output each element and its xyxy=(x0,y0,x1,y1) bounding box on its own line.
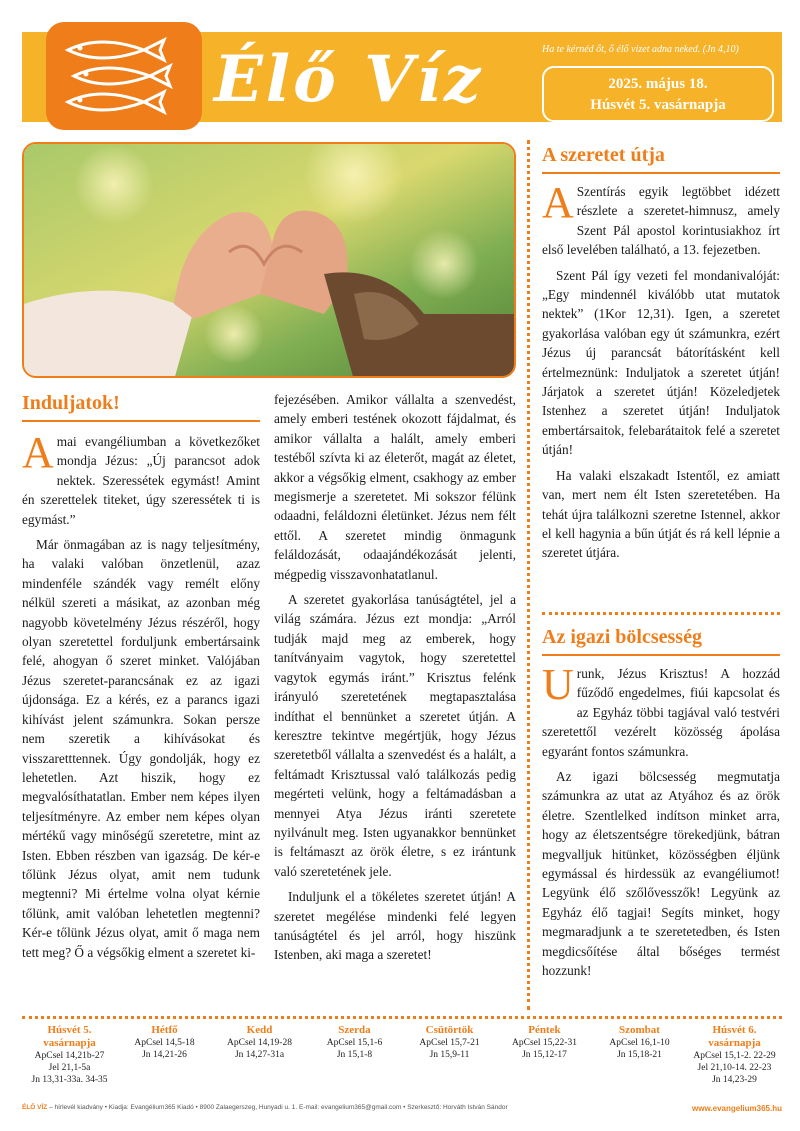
article1-paragraph: Már önmagában az is nagy teljesítmény, ha valaki valóban önzetlenül, azaz mindenféle szándék vagy remélt előny nélkül szereti a másikat, az azonban még nagyobb követelmény Jézus részéről, hogy olyan szeretettel forduljunk embertársaink felé, ahogyan ő szeret minket. Valójában Jézus szeretet-parancsának ez az igazi újdonsága. Ez a kérés, ez a parancs igazi kihívást jelent számunkra. Sokan persze nem szeretik a kihívásokat és visszaretttennek. Úgy gondolják, hogy ez lehetetlen. Azt hiszik, hogy ez megvalósíthatatlan. Ember nem képes ilyen teljesítményre. Az ember nem képes olyan mértékű vagy minőségű szeretetre, mint az Isten. Ebben részben van igazság. De kér-e tőlünk Jézus olyat, amit nem tudunk megtenni? Mi értelme volna olyat kérnie tőlünk, amit valóban lehetetlen megtenni? Kér-e tőlünk Jézus olyat, amit ő maga nem tett meg? Ő a végsőkig elment a szeretet ki- xyxy=(22,537,260,960)
reading-day-name: Szombat xyxy=(619,1024,660,1036)
reading-ref: ApCsel 15,7-21 xyxy=(419,1038,480,1048)
reading-day-name: Hétfő xyxy=(151,1024,178,1036)
reading-day xyxy=(592,1024,687,1102)
reading-ref: Jn 14,21-26 xyxy=(142,1050,187,1060)
reading-ref: Jn 15,12-17 xyxy=(522,1050,567,1060)
reading-day xyxy=(307,1024,402,1102)
reading-day xyxy=(687,1024,782,1102)
footer-divider xyxy=(22,1016,782,1019)
article3-body xyxy=(542,660,780,987)
fish-logo xyxy=(46,22,202,130)
reading-day xyxy=(212,1024,307,1102)
reading-day xyxy=(497,1024,592,1102)
heart-hands-photo xyxy=(22,142,516,378)
reading-day-name: Kedd xyxy=(246,1024,273,1036)
section-divider xyxy=(542,612,780,615)
reading-ref: Jn 13,31-33a. 34-35 xyxy=(31,1075,108,1085)
footer-website-link[interactable]: www.evangelium365.hu xyxy=(692,1104,782,1113)
reading-ref: Jn 15,1-8 xyxy=(336,1050,373,1060)
article3-title: Az igazi bölcsesség xyxy=(542,626,702,648)
reading-ref: Jn 15,18-21 xyxy=(617,1050,662,1060)
article3-rule xyxy=(542,654,780,656)
weekly-readings xyxy=(22,1024,782,1102)
article2-rule xyxy=(542,172,780,174)
reading-ref: ApCsel 15,1-2. 22-29 xyxy=(693,1051,776,1061)
reading-ref: Jel 21,1-5a xyxy=(48,1063,91,1073)
fish-icon xyxy=(60,32,188,120)
article1-paragraph: A szeretet gyakorlása tanúságtétel, jel a világ számára. Jézus ezt mondja: „Arról tudják majd meg az emberek, hogy tanítványaim vagytok, hogy szeretettel vagytok egymás iránt.” Krisztus felénk irányuló szeretetének megtapasztalása indíthat el bennünket a szeretet útján. A keresztre tekintve megértjük, hogy Jézus szeretetből vállalta a szenvedést és a halált, a feltámadt Krisztussal való találkozás pedig megérteti velünk, hogy a feltámadásban a mennyei Atya Jézus iránti szeretete nyilvánult meg. Isten ugyanakkor bennünket is feltámaszt az örök életre, s ez irántunk való szeretetének jele. xyxy=(274,592,516,879)
article1-paragraph: fejezésében. Amikor vállalta a szenvedést, amely emberi testének okozott fájdalmat, és amikor vállalta a halált, amely emberi testéből szívta ki az életerőt, magát az életet, akkor a végsőkig elment, csakhogy az ember megismerje a szeretetet. Mi sokszor félünk odaadni, feláldozni életünket. Jézus nem félt ettől. A szeretet mindig önmagunk feláldozását, odaajándékozását jelenti, mégpedig visszavonhatatlanul. xyxy=(274,392,516,582)
footer-text: – hírlevél kiadvány • Kiadja: Evangélium365 Kiadó • 8900 Zalaegerszeg, Hunyadi u. 1. E-mail: evangelium365@gmail.com • Szerkesztő: Horváth István Sándor xyxy=(47,1104,508,1111)
reading-ref: Jn 14,27-31a xyxy=(234,1050,285,1060)
reading-day xyxy=(117,1024,212,1102)
article2-body xyxy=(542,178,780,569)
issue-date: 2025. május 18. xyxy=(608,76,708,92)
reading-ref: ApCsel 15,1-6 xyxy=(326,1038,383,1048)
article1-column2 xyxy=(274,390,516,971)
article3-paragraph: Az igazi bölcsesség megmutatja számunkra az utat az Atyához és az örök életre. Szentlelked indítson minket arra, hogy az életszentségre törekedjünk, bátran megvalljuk hitünket, közösségben éljünk egymással és hirdessük az evangéliumot! Legyünk élő szőlővesszők! Legyünk az Egyház élő tagjai! Segíts minket, hogy megmaradjunk a te szeretetedben, és Isten megdicsőítése által bőséges termést hozzunk! xyxy=(542,769,780,979)
footer-imprint xyxy=(22,1104,782,1111)
reading-ref: ApCsel 14,5-18 xyxy=(134,1038,195,1048)
reading-day-name: Húsvét 6. vasárnapja xyxy=(708,1024,761,1049)
reading-day xyxy=(402,1024,497,1102)
reading-ref: Jel 21,10-14. 22-23 xyxy=(697,1063,772,1073)
reading-day xyxy=(22,1024,117,1102)
article3-paragraph: Urunk, Jézus Krisztus! A hozzád fűződő engedelmes, fiúi kapcsolat és az Egyház többi tagjával való testvéri szeretettől vezérelt közösség ápolása egyaránt fontos számunkra. xyxy=(542,660,780,759)
masthead-title: Élő Víz xyxy=(214,42,484,117)
reading-day-name: Szerda xyxy=(338,1024,371,1036)
article1-rule xyxy=(22,420,260,422)
reading-ref: ApCsel 14,21b-27 xyxy=(34,1051,105,1061)
article1-column1 xyxy=(22,428,260,968)
reading-ref: ApCsel 15,22-31 xyxy=(512,1038,577,1048)
reading-day-name: Húsvét 5. vasárnapja xyxy=(43,1024,96,1049)
heart-hands-image xyxy=(24,144,516,378)
reading-day-name: Péntek xyxy=(528,1024,561,1036)
article1-paragraph: Amai evangéliumban a következőket mondja Jézus: „Új parancsot adok nektek. Szeressétek egymást! Amint én szerettelek titeket, úgy szeressétek ti is egymást.” xyxy=(22,428,260,527)
article1-paragraph: Induljunk el a tökéletes szeretet útján! A szeretet megélése mindenki felé legyen tanúságtétel és jel arról, hogy hiszünk Istenben, aki maga a szeretet! xyxy=(274,889,516,963)
article2-title: A szeretet útja xyxy=(542,144,665,166)
article1-title: Induljatok! xyxy=(22,392,120,414)
column-divider xyxy=(527,140,530,1010)
issue-date-box xyxy=(542,66,774,122)
article2-paragraph: Ha valaki elszakadt Istentől, ez amiatt van, mert nem élt Isten szeretetében. Ha tehát újra találkozni szeretne Istennel, akkor el kell hagynia a bűn útját és rá kell lépnie a szeretet útjára. xyxy=(542,467,780,561)
article2-paragraph: ASzentírás egyik legtöbbet idézett részlete a szeretet-himnusz, amely Szent Pál apostol korintusiakhoz írt első levelében található, a 13. fejezetben. xyxy=(542,178,780,258)
reading-ref: ApCsel 14,19-28 xyxy=(227,1038,292,1048)
reading-ref: Jn 15,9-11 xyxy=(429,1050,470,1060)
article2-paragraph: Szent Pál így vezeti fel mondanivalóját: „Egy mindennél kiválóbb utat mutatok nektek” (1Kor 12,31). Igen, a szeretet gyakorlása valóban egy út számunkra, ezért Jézus új parancsát bátorításként kell értelmeznünk: Induljatok a szeretet útján! Járjatok a szeretet útján! Közeledjetek Istenhez a szeretet útján! Induljatok embertársaitok, felebarátaitok felé a szeretet útján! xyxy=(542,267,780,458)
masthead-quote: Ha te kérnéd őt, ő élő vizet adna neked. (Jn 4,10) xyxy=(542,44,739,55)
reading-day-name: Csütörtök xyxy=(425,1024,474,1036)
reading-ref: ApCsel 16,1-10 xyxy=(609,1038,670,1048)
masthead xyxy=(22,22,782,130)
reading-ref: Jn 14,23-29 xyxy=(712,1075,757,1085)
footer-brand: ÉLŐ VÍZ xyxy=(22,1104,48,1111)
issue-occasion: Húsvét 5. vasárnapja xyxy=(590,97,726,113)
